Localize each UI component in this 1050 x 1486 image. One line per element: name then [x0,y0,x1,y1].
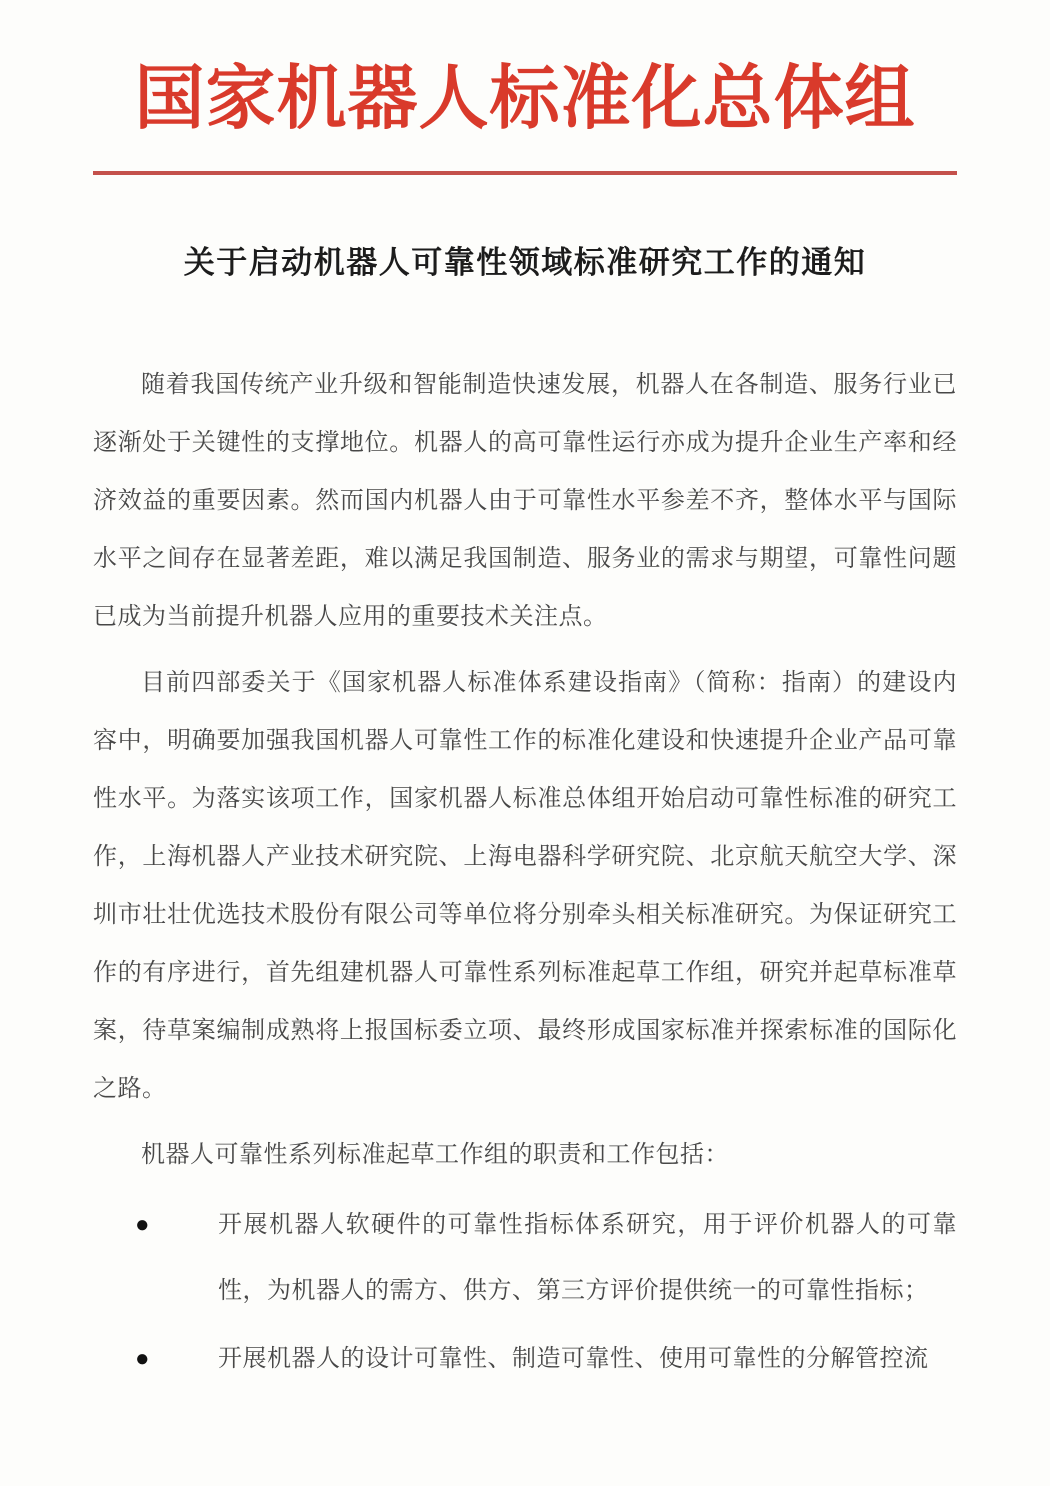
list-item [93,1192,957,1324]
org-title: 国家机器人标准化总体组 [134,61,916,138]
bullet-text: 开展机器人的设计可靠性、制造可靠性、使用可靠性的分解管控流 [218,1346,929,1372]
bullet-icon: ● [135,1212,150,1238]
header-divider [93,171,957,175]
document-title: 关于启动机器人可靠性领域标准研究工作的通知 [183,245,867,280]
bullet-text: 开展机器人软硬件的可靠性指标体系研究，用于评价机器人的可靠性，为机器人的需方、供方、第三方评价提供统一的可靠性指标； [218,1212,957,1304]
list-item [93,1326,957,1392]
bullet-list [93,1192,957,1392]
document-body [93,356,957,1392]
body-paragraph-2: 目前四部委关于《国家机器人标准体系建设指南》（简称：指南）的建设内容中，明确要加强我国机器人可靠性工作的标准化建设和快速提升企业产品可靠性水平。为落实该项工作，国家机器人标准总体组开始启动可靠性标准的研究工作，上海机器人产业技术研究院、上海电器科学研究院、北京航天航空大学、深圳市壮壮优选技术股份有限公司等单位将分别牵头相关标准研究。为保证研究工作的有序进行，首先组建机器人可靠性系列标准起草工作组，研究并起草标准草案，待草案编制成熟将上报国标委立项、最终形成国家标准并探索标准的国际化之路。 [93,670,957,1102]
body-paragraph-1: 随着我国传统产业升级和智能制造快速发展，机器人在各制造、服务行业已逐渐处于关键性的支撑地位。机器人的高可靠性运行亦成为提升企业生产率和经济效益的重要因素。然而国内机器人由于可靠性水平参差不齐，整体水平与国际水平之间存在显著差距，难以满足我国制造、服务业的需求与期望，可靠性问题已成为当前提升机器人应用的重要技术关注点。 [93,372,957,630]
body-paragraph-3: 机器人可靠性系列标准起草工作组的职责和工作包括： [141,1142,729,1168]
bullet-icon: ● [135,1346,150,1372]
